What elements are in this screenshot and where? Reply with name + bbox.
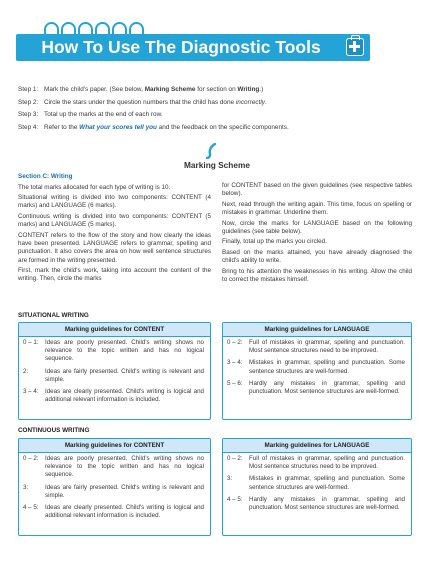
- table-row: 2: Ideas are fairly presented. Child's writing is relevant and simple.: [23, 367, 204, 383]
- situational-writing-label: SITUATIONAL WRITING: [18, 312, 89, 319]
- table-heading: Marking guidelines for LANGUAGE: [223, 439, 411, 453]
- section-heading: Section C: Writing: [18, 173, 73, 180]
- paragraph: Bring to his attention the weaknesses in his writing. Allow the child to correct the mistakes himself.: [222, 267, 412, 283]
- first-aid-kit-icon: [346, 38, 364, 56]
- table-row: 0 – 2: Full of mistakes in grammar, spelling and punctuation. Most sentence structures need to be improved.: [227, 455, 405, 471]
- paragraph: Now, circle the marks for LANGUAGE based on the following guidelines (see table below).: [222, 219, 412, 235]
- step-text: Mark the child's paper. (See below, Marking Scheme for section on Writing.): [44, 86, 264, 93]
- scores-reference: What your scores tell you: [79, 123, 157, 131]
- paragraph: Based on the marks attained, you have already diagnosed the child's ability to write.: [222, 248, 412, 265]
- step-text: Refer to the What your scores tell you and the feedback on the specific components.: [44, 123, 289, 131]
- table-row: 3 – 4: Mistakes in grammar, spelling and punctuation. Some sentence structures are well-formed.: [227, 359, 405, 375]
- table-row: 3: Mistakes in grammar, spelling and punctuation. Some sentence structures are well-formed.: [227, 475, 405, 491]
- table-heading: Marking guidelines for LANGUAGE: [223, 323, 411, 337]
- page-title: How To Use The Diagnostic Tools: [41, 37, 321, 57]
- section-title: Marking Scheme: [184, 160, 250, 170]
- continuous-content-table: [18, 438, 211, 536]
- scheme-left-column: [18, 173, 211, 286]
- title-banner: [16, 34, 370, 61]
- step-item: [18, 84, 413, 97]
- table-heading: Marking guidelines for CONTENT: [19, 439, 210, 453]
- table-row: 5 – 6: Hardly any mistakes in grammar, spelling and punctuation. Most sentence structures are well-formed.: [227, 379, 405, 396]
- paragraph: Situational writing is divided into two components: CONTENT (4 marks) and LANGUAGE (6 marks).: [18, 194, 211, 210]
- step-number: Step 4:: [18, 123, 39, 131]
- continuous-writing-label: CONTINUOUS WRITING: [18, 427, 90, 434]
- paragraph: Finally, total up the marks you circled.: [222, 238, 327, 246]
- table-row: 0 – 1: Ideas are poorly presented. Child's writing shows no relevance to the topic written and has no logical sequence.: [23, 339, 204, 363]
- situational-language-table: [222, 322, 412, 420]
- step-item: [18, 109, 413, 122]
- paragraph: Next, read through the writing again. This time, focus on spelling or mistakes in grammar. Underline them.: [222, 200, 412, 217]
- continuous-language-table: [222, 438, 412, 536]
- paragraph: for CONTENT based on the given guidelines (see respective tables below).: [222, 182, 412, 198]
- swirl-ornament-icon: [205, 143, 221, 159]
- situational-content-table: [18, 322, 211, 420]
- scheme-right-column: [222, 182, 412, 286]
- paragraph: The total marks allocated for each type of writing is 10.: [18, 183, 171, 191]
- paragraph: CONTENT refers to the flow of the story and how clearly the ideas have been presented. LANGUAGE refers to grammar, spelling and punctuation. It also covers the area on how well sentence structures are formed in the writing presented.: [18, 231, 211, 264]
- step-item: [18, 97, 413, 110]
- table-heading: Marking guidelines for CONTENT: [19, 323, 210, 337]
- table-row: 0 – 2: Ideas are poorly presented. Child's writing shows no relevance to the topic written and has no logical sequence.: [23, 455, 204, 479]
- step-item: [18, 122, 413, 135]
- table-row: 0 – 2: Full of mistakes in grammar, spelling and punctuation. Most sentence structures need to be improved.: [227, 339, 405, 355]
- paragraph: Continuous writing is divided into two components: CONTENT (5 marks) and LANGUAGE (5 marks).: [18, 212, 211, 229]
- step-number: Step 2:: [18, 98, 39, 106]
- table-row: 4 – 5: Ideas are clearly presented. Child's writing is logical and additional relevant information is included.: [23, 504, 204, 520]
- table-row: 3: Ideas are fairly presented. Child's writing is relevant and simple.: [23, 483, 204, 499]
- step-number: Step 3:: [18, 111, 39, 118]
- step-text: Circle the stars under the question numbers that the child has done incorrectly.: [44, 98, 267, 106]
- table-row: 3 – 4: Ideas are clearly presented. Child's writing is logical and additional relevant information is included.: [23, 388, 204, 404]
- steps-list: [18, 84, 413, 134]
- table-row: 4 – 5: Hardly any mistakes in grammar, spelling and punctuation. Most sentence structures are well-formed.: [227, 495, 405, 512]
- step-number: Step 1:: [18, 86, 39, 93]
- step-text: Total up the marks at the end of each row.: [44, 111, 163, 118]
- paragraph: First, mark the child's work, taking into account the content of the writing. Then, circle the marks: [18, 267, 211, 283]
